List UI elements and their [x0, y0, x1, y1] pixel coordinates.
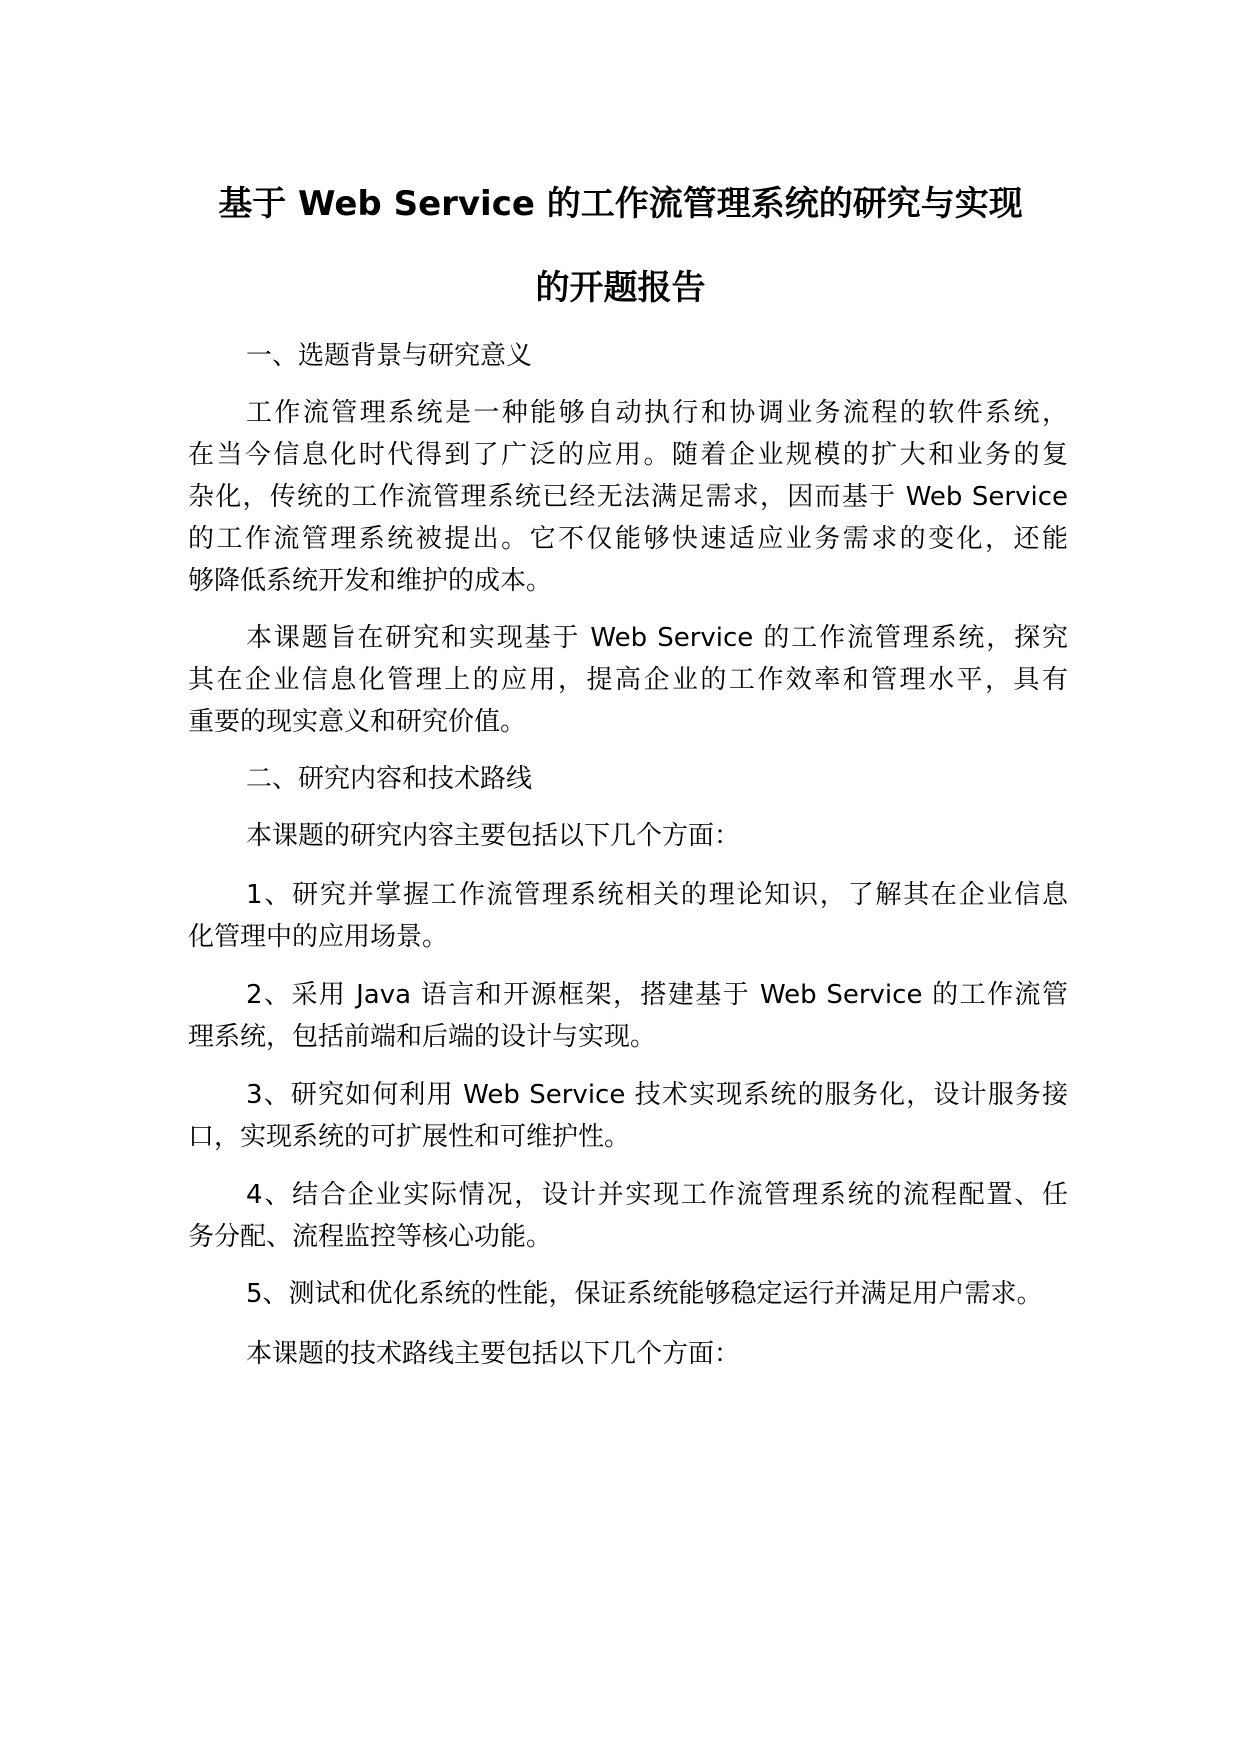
- paragraph-line: 其在企业信息化管理上的应用，提高企业的工作效率和管理水平，具有: [188, 665, 1068, 695]
- paragraph-line: 工作流管理系统是一种能够自动执行和协调业务流程的软件系统，: [246, 398, 1068, 428]
- section-heading-content: 二、研究内容和技术路线: [246, 764, 533, 794]
- paragraph-line: 重要的现实意义和研究价值。: [188, 707, 527, 737]
- list-item-line: 口，实现系统的可扩展性和可维护性。: [188, 1122, 631, 1152]
- list-item-line: 4、结合企业实际情况，设计并实现工作流管理系统的流程配置、任: [246, 1180, 1068, 1210]
- list-item-line: 5、测试和优化系统的性能，保证系统能够稳定运行并满足用户需求。: [246, 1279, 1043, 1309]
- list-item-line: 3、研究如何利用 Web Service 技术实现系统的服务化，设计服务接: [246, 1080, 1068, 1110]
- list-item-line: 2、采用 Java 语言和开源框架，搭建基于 Web Service 的工作流管: [246, 980, 1068, 1010]
- list-item-line: 1、研究并掌握工作流管理系统相关的理论知识，了解其在企业信息: [246, 880, 1068, 910]
- paragraph-line: 杂化，传统的工作流管理系统已经无法满足需求，因而基于 Web Service: [188, 482, 1068, 512]
- list-item-line: 务分配、流程监控等核心功能。: [188, 1222, 553, 1252]
- document-title-line-2: 的开题报告: [535, 268, 706, 308]
- paragraph-line: 本课题旨在研究和实现基于 Web Service 的工作流管理系统，探究: [246, 623, 1068, 653]
- section-heading-background: 一、选题背景与研究意义: [246, 341, 533, 371]
- paragraph-line: 的工作流管理系统被提出。它不仅能够快速适应业务需求的变化，还能: [188, 524, 1068, 554]
- paragraph-line: 够降低系统开发和维护的成本。: [188, 566, 553, 596]
- paragraph-line: 在当今信息化时代得到了广泛的应用。随着企业规模的扩大和业务的复: [188, 440, 1068, 470]
- list-item-line: 理系统，包括前端和后端的设计与实现。: [188, 1022, 657, 1052]
- paragraph-line: 本课题的研究内容主要包括以下几个方面：: [246, 821, 741, 851]
- list-item-line: 化管理中的应用场景。: [188, 922, 449, 952]
- document-title-line-1: 基于 Web Service 的工作流管理系统的研究与实现: [218, 184, 1023, 224]
- paragraph-line: 本课题的技术路线主要包括以下几个方面：: [246, 1339, 741, 1369]
